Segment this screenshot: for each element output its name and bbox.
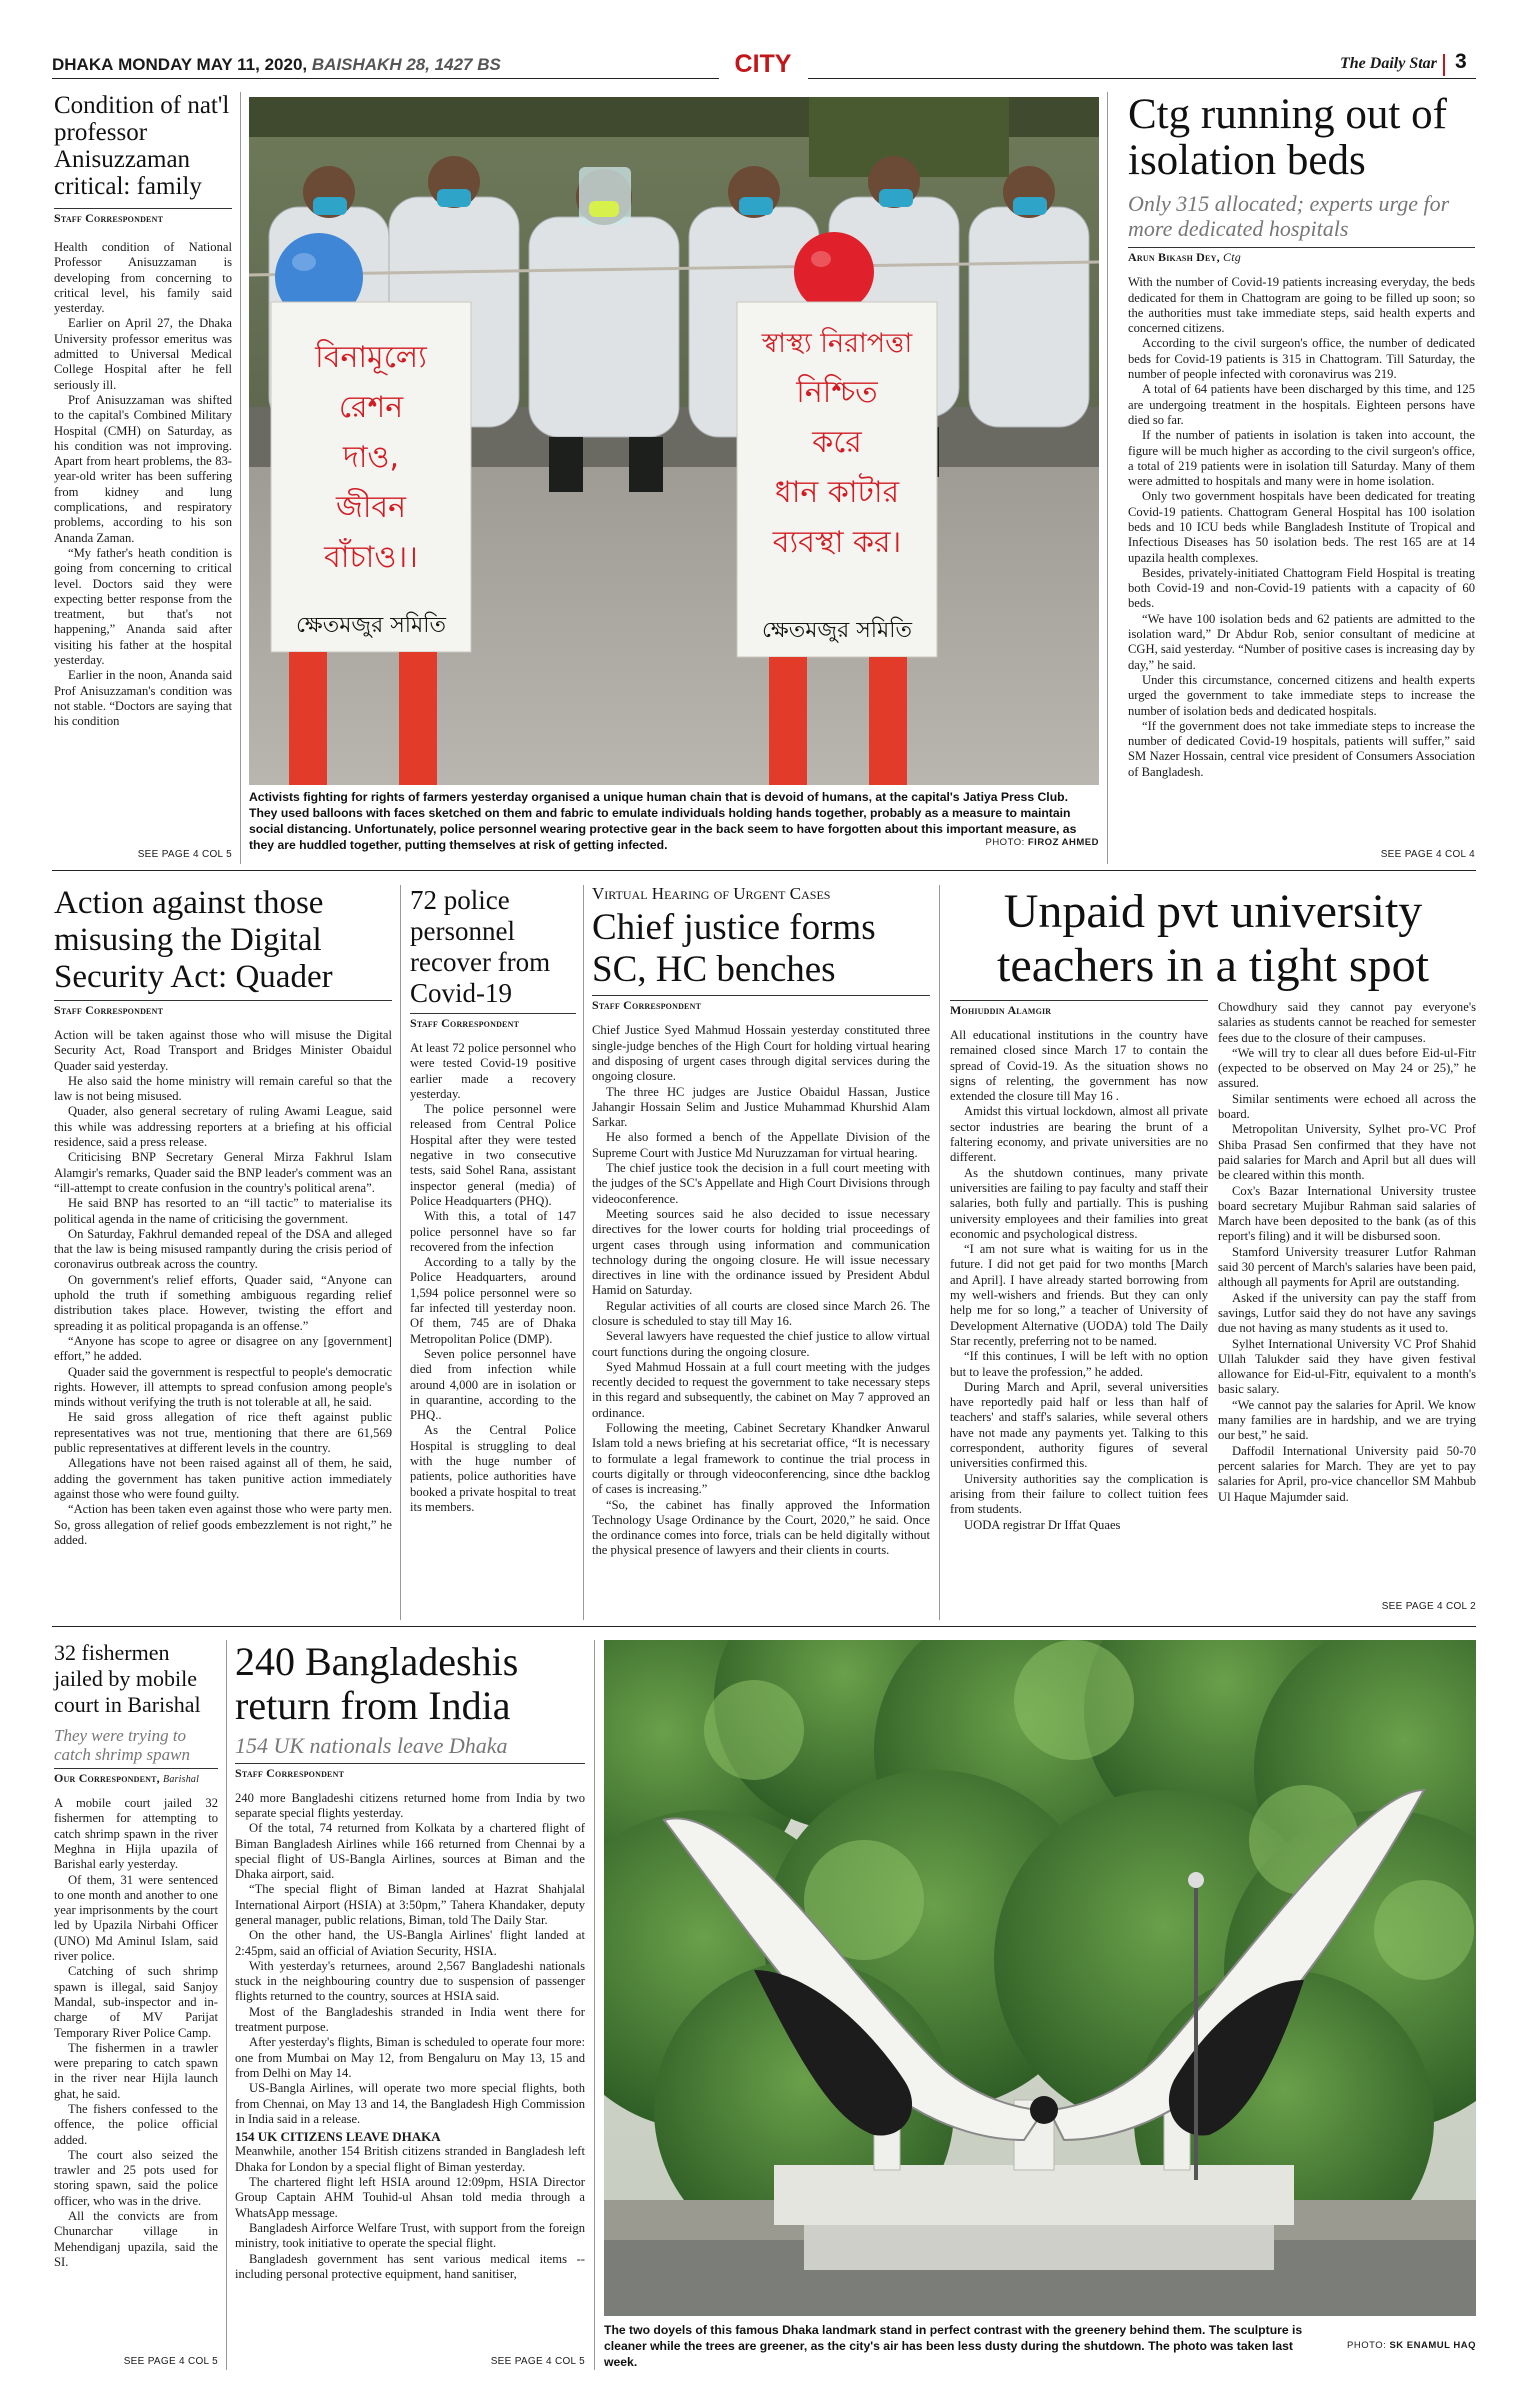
body-teachers-col-2 xyxy=(1218,1000,1476,1505)
paragraph: With yesterday's returnees, around 2,567 Bangladeshi nationals stuck in the neighbouring country due to suspension of passenger flights returned to the country, sources at HSIA said. xyxy=(235,1958,585,2004)
paragraph: Sylhet International University VC Prof Shahid Ullah Talukder said they have given festival allowance for Eid-ul-Fitr, equivalent to a month's basic salary. xyxy=(1218,1336,1476,1397)
paragraph: At least 72 police personnel who were tested Covid-19 positive earlier made a recovery yesterday. xyxy=(410,1041,576,1101)
photo-doyel-chattar xyxy=(604,1640,1476,2316)
paragraph: “If this continues, I will be left with no option but to leave the profession,” he added. xyxy=(950,1349,1208,1379)
credit-label: PHOTO: xyxy=(1347,2340,1387,2351)
teachers-col-1 xyxy=(950,1000,1208,1533)
svg-text:করে: করে xyxy=(812,425,862,460)
paragraph: Daffodil International University paid 50-70 percent salaries for March. They are yet to pay salaries for April, pro-vice chancellor SM Mahbub Ul Haque Majumder said. xyxy=(1218,1443,1476,1504)
page-number-divider xyxy=(1443,54,1445,76)
byline-teachers: Mohiuddin Alamgir xyxy=(950,1000,1208,1018)
see-page-ctg: SEE PAGE 4 COL 4 xyxy=(1380,849,1475,860)
column-rule xyxy=(583,885,584,1620)
paragraph: Bangladesh Airforce Welfare Trust, with support from the foreign ministry, took initiative to operate the special flight. xyxy=(235,2220,585,2251)
paragraph: “So, the cabinet has finally approved the Information Technology Usage Ordinance by the Court, 2020,” he said. Once the ordinance comes into force, trials can be held digitally without the physical presence of lawyers and their clients in courts. xyxy=(592,1497,930,1558)
body-anisuzzaman xyxy=(54,240,232,730)
headline-chief-justice: Chief justice forms SC, HC benches xyxy=(592,907,876,991)
paragraph: He said gross allegation of rice theft against public representatives was not true, mentioning that there are 61,569 public representatives at different levels in the country. xyxy=(54,1410,392,1456)
paragraph: “We cannot pay the salaries for April. We know many families are in hardship, and we are trying our best,” he said. xyxy=(1218,1397,1476,1443)
deck-ctg: Only 315 allocated; experts urge for more dedicated hospitals xyxy=(1128,191,1450,241)
paragraph: “Anyone has scope to agree or disagree on any [government] effort,” he added. xyxy=(54,1333,392,1364)
headline-ctg: Ctg running out of isolation beds xyxy=(1128,91,1447,184)
paragraph: “If the government does not take immediate steps to increase the number of dedicated Covid-19 hospitals, patients will suffer,” said SM Nazer Hossain, central vice president of Consumers Association of Bangladesh. xyxy=(1128,718,1475,779)
paragraph: During March and April, several universities have reportedly paid half or less than half of teachers' and staff's salaries, while several others have not made any payments yet. Talking to this correspondent, authority figures of several universities confirmed this. xyxy=(950,1379,1208,1471)
headline-police: 72 police personnel recover from Covid-19 xyxy=(410,885,551,1008)
paragraph: He also said the home ministry will remain careful so that the law is not being misused. xyxy=(54,1073,392,1104)
page-number: 3 xyxy=(1455,50,1467,73)
paragraph: Allegations have not been raised against all of them, he said, adding the government has taken punitive action immediately against those who were found guilty. xyxy=(54,1456,392,1501)
headline-quader: Action against those misusing the Digital Security Act: Quader xyxy=(54,885,333,995)
date-city: DHAKA xyxy=(52,55,114,74)
body-fishermen xyxy=(54,1796,218,2270)
paragraph: Similar sentiments were echoed all across the board. xyxy=(1218,1091,1476,1122)
paragraph: After yesterday's flights, Biman is scheduled to operate four more: one from Mumbai on May 12, from Bengaluru on May 13, 15 and from Delhi on May 14. xyxy=(235,2035,585,2080)
see-page-anisuzzaman: SEE PAGE 4 COL 5 xyxy=(137,849,232,860)
byline-author: Arun Bikash Dey, xyxy=(1128,250,1220,265)
section-rule xyxy=(52,1626,1476,1627)
story-police xyxy=(410,885,576,1515)
paragraph: A total of 64 patients have been discharged by this time, and 125 are undergoing treatment in the hospitals. Eighteen persons have died so far. xyxy=(1128,382,1475,427)
teachers-col-2 xyxy=(1218,1000,1476,1505)
see-page-fishermen: SEE PAGE 4 COL 5 xyxy=(123,2356,218,2367)
paragraph: Besides, privately-initiated Chattogram Field Hospital is treating both Covid-19 and non-Covid-19 patients with a capacity of 60 beds. xyxy=(1128,565,1475,611)
photo-doyel-chattar-image xyxy=(604,1640,1476,2316)
paragraph: Of the total, 74 returned from Kolkata by a chartered flight of Biman Bangladesh Airlines while 166 returned from Chennai by a special flight of US-Bangla Airlines, sources at Biman and the Dhaka airport, said. xyxy=(235,1821,585,1882)
paragraph: The fishers confessed to the offence, the police official added. xyxy=(54,2102,218,2147)
svg-text:দাও,: দাও, xyxy=(342,440,400,475)
paragraph: “The special flight of Biman landed at Hazrat Shahjalal International Airport (HSIA) at 3:50pm,” Tahera Khandaker, deputy general manager, public relations, Biman, told The Daily Star. xyxy=(235,1882,585,1927)
body-ctg xyxy=(1128,275,1475,780)
paragraph: If the number of patients in isolation is taken into account, the figure will be much higher as according to the civil surgeon's office, a total of 219 patients were in isolation till Saturday. Many of them were admitted to hospitals and many were in home isolation. xyxy=(1128,428,1475,489)
column-rule xyxy=(594,1640,595,2370)
headline-fishermen: 32 fishermen jailed by mobile court in Barishal xyxy=(54,1640,201,1717)
column-rule xyxy=(400,885,401,1620)
byline-ctg xyxy=(1128,247,1475,265)
paragraph: The fishermen in a trawler were preparing to catch spawn in the river near Hijla launch ghat, he said. xyxy=(54,2040,218,2101)
see-page-teachers: SEE PAGE 4 COL 2 xyxy=(1381,1601,1476,1612)
paragraph: On the other hand, the US-Bangla Airlines' flight landed at 2:45pm, said an official of Aviation Security, HSIA. xyxy=(235,1928,585,1958)
paragraph: Syed Mahmud Hossain at a full court meeting with the judges recently decided to request the government to take necessary steps in this regard and subsequently, the cabinet on May 7 approved an ordinance. xyxy=(592,1359,930,1420)
paragraph: With the number of Covid-19 patients increasing everyday, the beds dedicated for them in Chattogram are going to be filled up soon; so the authorities must take immediate steps, said health experts and concerned citizens. xyxy=(1128,275,1475,336)
body-india xyxy=(235,1791,585,2283)
header-rule-left xyxy=(52,78,719,79)
paragraph: Health condition of National Professor Anisuzzaman is developing from concerning to critical level, his family said yesterday. xyxy=(54,240,232,316)
column-rule xyxy=(226,1640,227,2370)
byline-anisuzzaman: Staff Correspondent xyxy=(54,208,232,226)
byline-fishermen xyxy=(54,1768,218,1786)
paragraph: 240 more Bangladeshi citizens returned home from India by two separate special flights yesterday. xyxy=(235,1790,585,1820)
column-rule xyxy=(1107,92,1108,864)
paragraph: The chartered flight left HSIA around 12:09pm, HSIA Director Group Captain AHM Touhid-ul Ahsan told media through a WhatsApp message. xyxy=(235,2175,585,2220)
paragraph: “My father's heath condition is going from concerning to critical level. Doctors said they were expecting better response from the treatment, but that's not happening,” Ananda said after visiting his father at the hospital yesterday. xyxy=(54,545,232,668)
headline-anisuzzaman: Condition of nat'l professor Anisuzzaman critical: family xyxy=(54,92,230,200)
paragraph: Cox's Bazar International University trustee board secretary Mujibur Rahman said salaries of March have been deposited to the bank (as of this report's filing) and it will be disbursed soon. xyxy=(1218,1183,1476,1244)
caption-human-chain: Activists fighting for rights of farmers yesterday organised a unique human chain that is devoid of humans, at the capital's Jatiya Press Club. They used balloons with faces sketched on them and fabric to emulate individuals holding hands together, probably as a measure to maintain social distancing. Unfortunately, police personnel wearing protective gear in the back seem to have forgotten about this important measure, as they are huddled together, putting themselves at risk of getting infected. xyxy=(249,790,1077,852)
paragraph: “We have 100 isolation beds and 62 patients are admitted to the isolation ward,” Dr Abdur Rob, senior consultant of medicine at CGH, said yesterday. “Number of positive cases is increasing day by day,” he said. xyxy=(1128,611,1475,672)
column-rule xyxy=(939,885,940,1620)
headline-teachers: Unpaid pvt university teachers in a tight spot xyxy=(997,885,1429,992)
paragraph: According to the civil surgeon's office, the number of dedicated beds for Covid-19 patients is 315 in Chattogram. Till Saturday, the number of people infected with coronavirus was 219. xyxy=(1128,336,1475,382)
paragraph: Meanwhile, another 154 British citizens stranded in Bangladesh left Dhaka for London by a special flight of Biman yesterday. xyxy=(235,2144,585,2174)
byline-india: Staff Correspondent xyxy=(235,1763,585,1781)
body-chief-justice xyxy=(592,1023,930,1558)
paragraph: Meeting sources said he also decided to issue necessary directives for the lower courts for holding trial proceedings of urgent cases through using information and communication technology during the ongoing closure. He will issue necessary directives in line with the ordinance issued by President Abdul Hamid on Saturday. xyxy=(592,1206,930,1298)
paragraph: All the convicts are from Chunarchar village in Mehendiganj upazila, said the SI. xyxy=(54,2209,218,2269)
headline-india: 240 Bangladeshis return from India xyxy=(235,1639,519,1728)
credit-human-chain xyxy=(980,837,1099,848)
caption-doyel-chattar: The two doyels of this famous Dhaka landmark stand in perfect contrast with the greenery behind them. The sculpture is cleaner while the trees are greener, as the city's air has been less dusty during the shutdown. The photo was taken last week. xyxy=(604,2323,1303,2369)
brand-logo: The Daily Star xyxy=(1340,55,1437,72)
column-rule xyxy=(240,92,241,864)
paragraph: As the Central Police Hospital is struggling to deal with the huge number of patients, police authorities have booked a private hospital to treat its members. xyxy=(410,1423,576,1514)
paragraph: Under this circumstance, concerned citizens and health experts urged the government to take immediate steps to increase the number of isolation beds and dedicated hospitals. xyxy=(1128,672,1475,718)
kicker-chief-justice: Virtual Hearing of Urgent Cases xyxy=(592,884,831,903)
svg-text:ধান কাটার: ধান কাটার xyxy=(774,475,900,510)
story-quader xyxy=(54,885,392,1548)
body-quader xyxy=(54,1028,392,1548)
paragraph: “I am not sure what is waiting for us in the future. I did not get paid for two months [March and April]. I have already started borrowing from my well-wishers and friends. But they can only help me for so long,” a teacher of University of Development Alternative (UODA) told The Daily Star recently, preferring not to be named. xyxy=(950,1242,1208,1348)
header-rule-right xyxy=(808,78,1476,79)
section-title: CITY xyxy=(734,50,792,78)
paragraph: UODA registrar Dr Iffat Quaes xyxy=(964,1517,1121,1532)
paragraph: He also formed a bench of the Appellate Division of the Supreme Court with Justice Md Nuruzzaman for virtual hearing. xyxy=(592,1130,930,1160)
credit-label: PHOTO: xyxy=(985,837,1025,848)
paragraph: Prof Anisuzzaman was shifted to the capital's Combined Military Hospital (CMH) on Saturday, as his condition was not improving. Apart from heart problems, the 83-year-old writer has been suffering from kidney and lung complications, and respiratory problems, according to his son Ananda Zaman. xyxy=(54,392,232,545)
paragraph: Chowdhury said they cannot pay everyone's salaries as students cannot be reached for semester fees due to the closure of their campuses. xyxy=(1218,1000,1476,1045)
svg-text:বিনামূল্যে: বিনামূল্যে xyxy=(315,340,427,375)
credit-name: SK ENAMUL HAQ xyxy=(1389,2340,1476,2351)
story-ctg xyxy=(1128,92,1475,780)
paragraph: Catching of such shrimp spawn is illegal, said Sanjoy Mandal, sub-inspector and in-charge of MV Parijat Temporary River Police Camp. xyxy=(54,1964,218,2040)
paragraph: Of them, 31 were sentenced to one month and another to one year imprisonments by the court led by Upazila Nirbahi Officer (UNO) Md Aminul Islam, said river police. xyxy=(54,1872,218,1964)
paragraph: Earlier in the noon, Ananda said Prof Anisuzzaman's condition was not stable. “Doctors are saying that his condition xyxy=(54,668,232,729)
paragraph: The court also seized the trawler and 25 pots used for storing spawn, said the police officer, who was in the drive. xyxy=(54,2147,218,2208)
date-day: MONDAY MAY 11, 2020, xyxy=(118,55,308,74)
paragraph: “Action has been taken even against those who were party men. So, gross allegation of relief goods embezzlement is not right,” he added. xyxy=(54,1502,392,1547)
svg-text:জীবন: জীবন xyxy=(335,490,407,525)
paragraph: Seven police personnel have died from infection while around 4,000 are in isolation or in quarantine, according to the PHQ.. xyxy=(410,1346,576,1423)
paragraph: Asked if the university can pay the staff from savings, Lutfor said they do not have any savings due not having as many students as it used to. xyxy=(1218,1290,1476,1336)
deck-india: 154 UK nationals leave Dhaka xyxy=(235,1733,508,1758)
paragraph: University authorities say the complication is arising from their failure to collect tuition fees from students. xyxy=(950,1471,1208,1517)
credit-name: FIROZ AHMED xyxy=(1027,837,1099,848)
paragraph: The three HC judges are Justice Obaidul Hassan, Justice Jahangir Hossain Selim and Justice Muhammad Khurshid Alam Sarkar. xyxy=(592,1084,930,1130)
paragraph: He said BNP has resorted to an “ill tactic” to materialise its political agenda in the name of criticising the government. xyxy=(54,1196,392,1226)
body-police xyxy=(410,1041,576,1515)
svg-text:নিশ্চিত: নিশ্চিত xyxy=(796,375,878,410)
paragraph: “We will try to clear all dues before Eid-ul-Fitr (expected to be observed on May 24 or 25),” he assured. xyxy=(1218,1045,1476,1091)
paragraph: All educational institutions in the country have remained closed since March 17 to contain the spread of Covid-19. As the situation shows no signs of relenting, the government has now extended the closure till May 16 . xyxy=(950,1028,1208,1104)
see-page-india: SEE PAGE 4 COL 5 xyxy=(490,2356,585,2367)
byline-place: Ctg xyxy=(1222,250,1241,265)
story-fishermen xyxy=(54,1640,218,2270)
paragraph: Bangladesh government has sent various medical items -- including personal protective equipment, hand sanitiser, xyxy=(235,2251,585,2281)
photo-human-chain-image xyxy=(249,97,1099,785)
section-rule xyxy=(52,870,1476,871)
paragraph: With this, a total of 147 police personnel have so far recovered from the infection xyxy=(410,1209,576,1254)
paragraph: Chief Justice Syed Mahmud Hossain yesterday constituted three single-judge benches of the High Court for holding virtual hearing and disposing of urgent cases through digital services during the ongoing closure. xyxy=(592,1023,930,1084)
story-teachers xyxy=(950,885,1476,993)
byline-quader: Staff Correspondent xyxy=(54,1000,392,1018)
paragraph: The police personnel were released from Central Police Hospital after they were tested negative in two consecutive tests, said Sohel Rana, assistant inspector general (media) of Police Headquarters (PHQ). xyxy=(410,1102,576,1208)
byline-place: Barishal xyxy=(163,1774,200,1786)
paragraph: Metropolitan University, Sylhet pro-VC Prof Shiba Prasad Sen confirmed that they have not paid salaries for March and April but all dues will be cleared within this month. xyxy=(1218,1122,1476,1183)
paragraph: Amidst this virtual lockdown, almost all private sector industries are bearing the brunt of a faltering economy, and private universities are no different. xyxy=(950,1104,1208,1165)
paragraph: Quader, also general secretary of ruling Awami League, said this while was addressing reporters at a briefing at his official residence, said a press release. xyxy=(54,1104,392,1150)
byline-police: Staff Correspondent xyxy=(410,1013,576,1031)
credit-doyel-chattar xyxy=(1326,2340,1476,2351)
paragraph: Earlier on April 27, the Dhaka University professor emeritus was admitted to Universal Medical College Hospital after he fell seriously ill. xyxy=(54,316,232,392)
paragraph: Criticising BNP Secretary General Mirza Fakhrul Islam Alamgir's remarks, Quader said the BNP leader's comment was an “ill-attempt to create confusion in the country's political arena”. xyxy=(54,1150,392,1195)
svg-text:বাঁচাও।।: বাঁচাও।। xyxy=(324,540,418,575)
story-chief-justice xyxy=(592,885,930,1559)
paragraph: Action will be taken against those who will misuse the Digital Security Act, Road Transport and Bridges Minister Obaidul Quader said yesterday. xyxy=(54,1028,392,1073)
svg-text:ক্ষেতমজুর সমিতি: ক্ষেতমজুর সমিতি xyxy=(761,618,913,643)
svg-text:ব্যবস্থা কর।: ব্যবস্থা কর। xyxy=(772,525,902,560)
byline-author: Our Correspondent, xyxy=(54,1771,160,1786)
svg-text:স্বাস্থ্য নিরাপত্তা: স্বাস্থ্য নিরাপত্তা xyxy=(761,328,913,359)
paragraph: The chief justice took the decision in a full court meeting with the judges of the SC's Appellate and High Court Divisions through videoconference. xyxy=(592,1161,930,1206)
svg-text:রেশন: রেশন xyxy=(338,390,404,425)
paragraph: Several lawyers have requested the chief justice to allow virtual court functions during the ongoing closure. xyxy=(592,1329,930,1359)
story-india xyxy=(235,1640,585,2282)
svg-text:ক্ষেতমজুর সমিতি: ক্ষেতমজুর সমিতি xyxy=(295,613,447,638)
paragraph: A mobile court jailed 32 fishermen for attempting to catch shrimp spawn in the river Meghna in Hijla upazila of Barishal early yesterday. xyxy=(54,1796,218,1872)
paragraph: According to a tally by the Police Headquarters, around 1,594 police personnel were so far infected till yesterday noon. Of them, 745 are of Dhaka Metropolitan Police (DMP). xyxy=(410,1255,576,1346)
byline-chief-justice: Staff Correspondent xyxy=(592,995,930,1013)
date-bengali: BAISHAKH 28, 1427 BS xyxy=(311,55,501,74)
paragraph: Most of the Bangladeshis stranded in India went there for treatment purpose. xyxy=(235,2004,585,2035)
photo-human-chain xyxy=(249,97,1099,785)
paragraph: On Saturday, Fakhrul demanded repeal of the DSA and alleged that the law is being misused rampantly during the crisis period of coronavirus outbreak across the country. xyxy=(54,1226,392,1272)
paragraph: As the shutdown continues, many private universities are failing to pay faculty and staff their salaries, both fully and partially. This is pushing university employees and their families into great economic and psychological distress. xyxy=(950,1165,1208,1241)
subhead-uk-citizens: 154 UK CITIZENS LEAVE DHAKA xyxy=(235,2129,441,2145)
paragraph: Stamford University treasurer Lutfor Rahman said 30 percent of March's salaries have been paid, although all payments for April are outstanding. xyxy=(1218,1244,1476,1290)
story-anisuzzaman xyxy=(54,92,232,730)
deck-fishermen: They were trying to catch shrimp spawn xyxy=(54,1726,190,1765)
paragraph: Quader said the government is respectful to people's democratic rights. However, ill attempts to spread confusion among people's minds without verifying the truth is not tolerable at all, he said. xyxy=(54,1364,392,1410)
paragraph: Following the meeting, Cabinet Secretary Khandker Anwarul Islam told a news briefing at his secretariat office, “It is necessary to formulate a legal framework to continue the trial process in courts digitally or through videoconferencing, since dthe backlog of cases is increasing.” xyxy=(592,1421,930,1497)
paragraph: On government's relief efforts, Quader said, “Anyone can uphold the truth if something ambiguous regarding relief distribution takes place. However, twisting the effort and spreading it as political propaganda is an offense.” xyxy=(54,1272,392,1333)
paragraph: Regular activities of all courts are closed since March 26. The closure is scheduled to stay till May 16. xyxy=(592,1298,930,1328)
body-teachers-col-1 xyxy=(950,1028,1208,1533)
masthead-date xyxy=(52,55,501,75)
paragraph: US-Bangla Airlines, will operate two more special flights, both from Chennai, on May 13 and 14, the Bangladesh High Commission in India said in a release. xyxy=(235,2081,585,2126)
paragraph: Only two government hospitals have been dedicated for treating Covid-19 patients. Chattogram General Hospital has 100 isolation beds and 10 ICU beds while Bangladesh Institute of Tropical and Infectious Diseases has 50 isolation beds. The rest 165 are at 14 upazila health complexes. xyxy=(1128,489,1475,565)
